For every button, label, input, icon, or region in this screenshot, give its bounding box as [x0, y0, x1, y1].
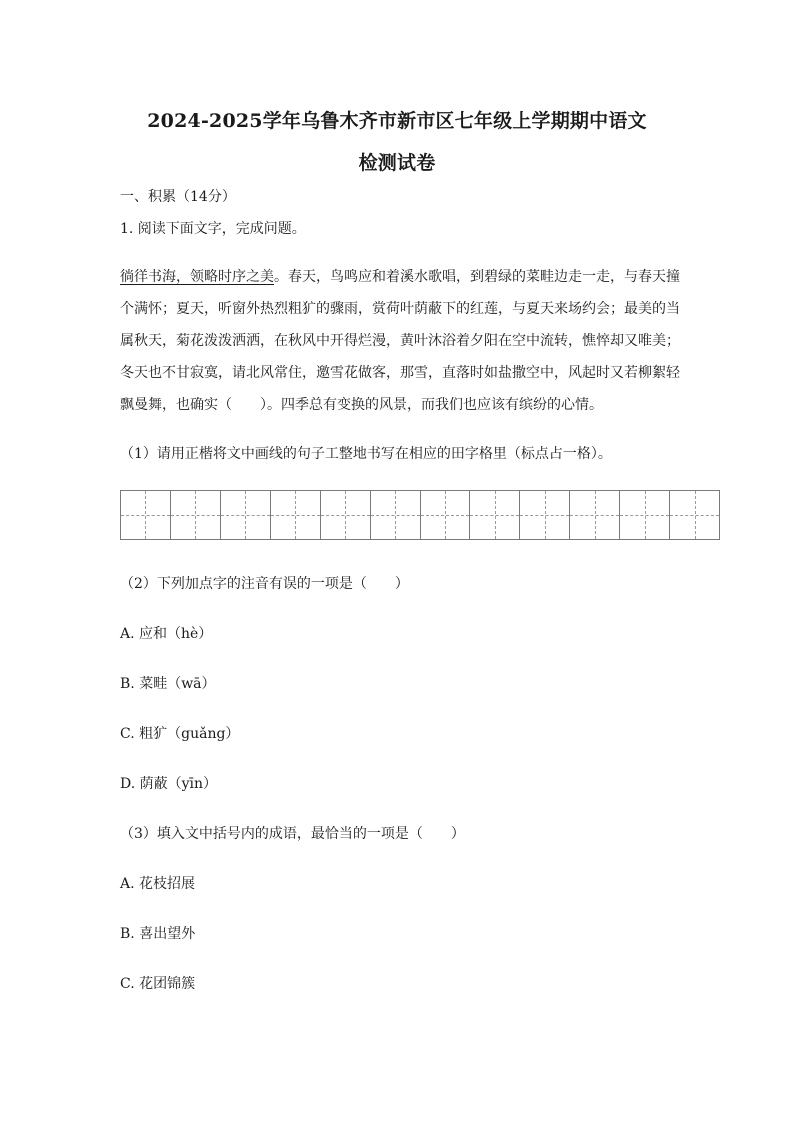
question-1: 1. 阅读下面文字，完成问题。 — [120, 221, 306, 237]
sub-question-1: （1）请用正楷将文中画线的句子工整地书写在相应的田字格里（标点占一格）。 — [120, 446, 612, 462]
grid-cell[interactable] — [570, 491, 620, 539]
grid-cell[interactable] — [520, 491, 570, 539]
underlined-sentence: 徜徉书海，领略时序之美 — [120, 269, 274, 285]
passage-line-1 — [120, 266, 720, 286]
page-title-line1: 2024-2025学年乌鲁木齐市新市区七年级上学期期中语文 — [147, 110, 647, 132]
sub2-option-b[interactable]: B. 菜畦（wā） — [120, 676, 216, 692]
grid-cell[interactable] — [271, 491, 321, 539]
grid-cell[interactable] — [221, 491, 271, 539]
passage-line-1-rest: 。春天，鸟鸣应和着溪水歌唱，到碧绿的菜畦边走一走，与春天撞 — [274, 269, 680, 285]
grid-cell[interactable] — [470, 491, 520, 539]
grid-cell[interactable] — [321, 491, 371, 539]
section-heading: 一、积累（14分） — [120, 189, 236, 205]
sub3-option-a[interactable]: A. 花枝招展 — [120, 876, 196, 892]
grid-cell[interactable] — [121, 491, 171, 539]
passage-line-2: 个满怀；夏天，听窗外热烈粗犷的骤雨，赏荷叶荫蔽下的红莲，与夏天来场约会；最美的当 — [120, 301, 680, 317]
sub3-option-c[interactable]: C. 花团锦簇 — [120, 976, 196, 992]
passage-line-3: 属秋天，菊花泼泼洒洒，在秋风中开得烂漫，黄叶沐浴着夕阳在空中流转，憔悴却又唯美； — [120, 333, 680, 349]
grid-cell[interactable] — [620, 491, 670, 539]
sub3-option-b[interactable]: B. 喜出望外 — [120, 926, 196, 942]
sub2-option-a[interactable]: A. 应和（hè） — [120, 626, 213, 642]
grid-cell[interactable] — [421, 491, 471, 539]
grid-cell[interactable] — [171, 491, 221, 539]
sub-question-3: （3）填入文中括号内的成语，最恰当的一项是（ ） — [120, 826, 465, 842]
sub-question-2: （2）下列加点字的注音有误的一项是（ ） — [120, 576, 409, 592]
sub2-option-d[interactable]: D. 荫蔽（yīn） — [120, 776, 218, 792]
grid-cell[interactable] — [371, 491, 421, 539]
tianzige-writing-grid[interactable] — [120, 490, 720, 540]
grid-cell[interactable] — [670, 491, 719, 539]
sub2-option-c[interactable]: C. 粗犷（guǎng） — [120, 726, 240, 742]
page-title-line2: 检测试卷 — [358, 152, 436, 174]
passage-line-5: 飘曼舞，也确实（ ）。四季总有变换的风景，而我们也应该有缤纷的心情。 — [120, 397, 603, 413]
passage-line-4: 冬天也不甘寂寞，请北风常住，邀雪花做客，那雪，直落时如盐撒空中，风起时又若柳絮轻 — [120, 365, 680, 381]
